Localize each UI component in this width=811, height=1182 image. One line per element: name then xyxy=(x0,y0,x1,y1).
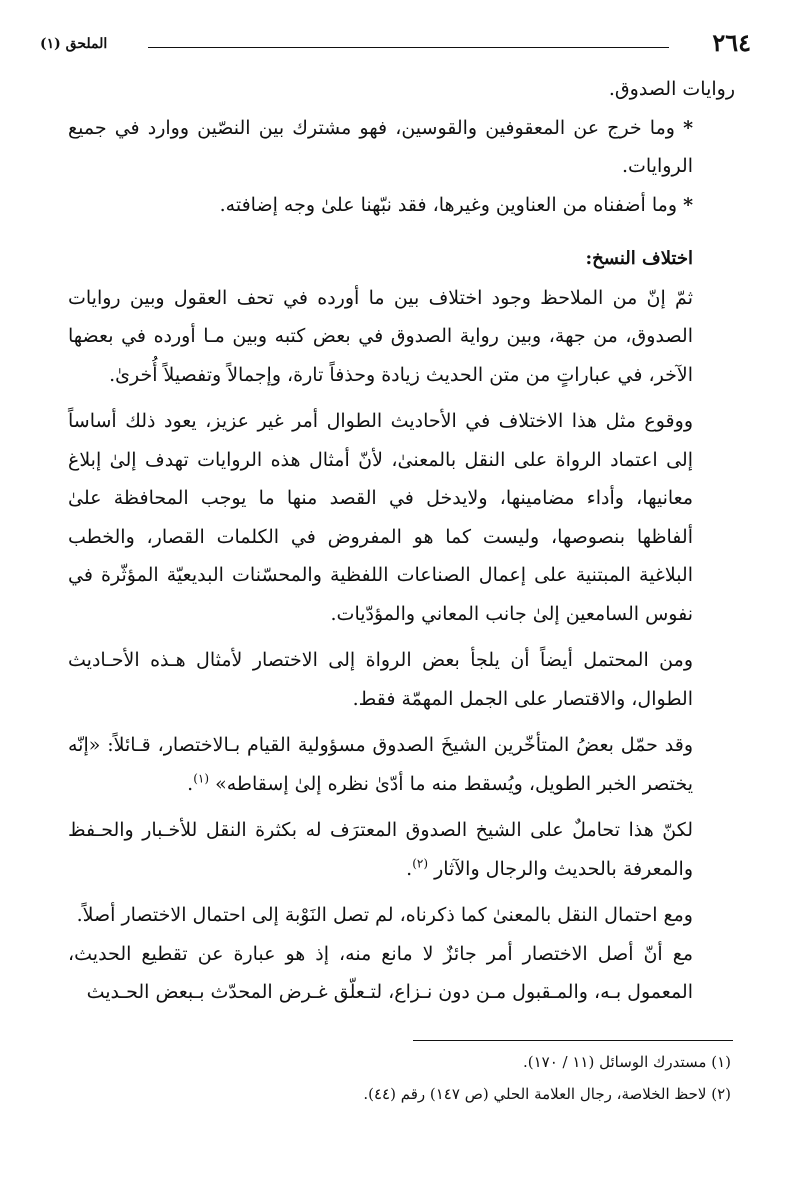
page-header xyxy=(40,28,751,68)
footnote-rule xyxy=(413,1040,733,1041)
page-body xyxy=(68,70,735,1012)
footnote-reference[interactable]: (٢) xyxy=(412,856,429,871)
bullet-text: وما خرج عن المعقوفين والقوسين، فهو مشترك بين النصّين ووارد في جميع الروايات. xyxy=(68,116,693,177)
paragraph-continuation: روايات الصدوق. xyxy=(608,78,735,100)
paragraph: ووقوع مثل هذا الاختلاف في الأحاديث الطوال أمر غير عزيز، يعود ذلك أساساً إلى اعتماد الرواة على النقل بالمعنىٰ، لأنّ أمثال هذه الروايات تهدف إلىٰ إبلاغ معانيها، وأداء مضامينها، ولايدخل في القصد منها ما يوجب المحافظة علىٰ ألفاظها بنصوصها، وليست كما هو المفروض في الكلمات القصار، والخطب البلاغية المبتنية على إعمال الصناعات اللفظية والمحسّنات البديعيّة المؤثّرة في نفوس السامعين إلىٰ جانب المعاني والمؤدّيات. xyxy=(68,410,693,625)
star-marker: * xyxy=(683,116,693,139)
paragraph: ومن المحتمل أيضاً أن يلجأ بعض الرواة إلى الاختصار لأمثال هـذه الأحـاديث الطوال، والاقتصار على الجمل المهمّة فقط. xyxy=(68,649,693,710)
paragraph: مع أنّ أصل الاختصار أمر جائزٌ لا مانع منه، إذ هو عبارة عن تقطيع الحديث، المعمول بـه، والمـقبول مـن دون نـزاع، لتـعلّق غـرض المحدّث بـبعض الحـديث xyxy=(68,942,693,1003)
header-rule xyxy=(148,47,669,48)
section-heading: اختلاف النسخ: xyxy=(585,248,693,269)
paragraph: ومع احتمال النقل بالمعنىٰ كما ذكرناه، لم تصل النَوْبة إلى احتمال الاختصار أصلاً. xyxy=(76,904,693,926)
footnote-reference[interactable]: (١) xyxy=(193,771,210,786)
footnotes xyxy=(70,1046,731,1110)
paragraph: ثمّ إنّ من الملاحظ وجود اختلاف بين ما أورده في تحف العقول وبين روايات الصدوق، من جهة، وبين رواية الصدوق في بعض كتبه وبين مـا أورده في بعضها الآخر، في عباراتٍ من متن الحديث زيادة وحذفاً تارة، وإجمالاً وتفصيلاً أُخرىٰ. xyxy=(68,286,693,386)
page-number: ٢٦٤ xyxy=(712,28,751,57)
running-title: الملحق (١) xyxy=(40,36,108,52)
paragraph-end: . xyxy=(187,772,194,795)
footnote-2: (٢) لاحظ الخلاصة، رجال العلامة الحلي (ص ١٤٧) رقم (٤٤). xyxy=(363,1085,731,1103)
paragraph-text: وقد حمّل بعضُ المتأخّرين الشيخَ الصدوق مسؤولية القيام بـالاختصار، قـائلاً: «إنّه يختصر الخبر الطويل، ويُسقط منه ما أدّىٰ نظره إلىٰ إسقاطه» xyxy=(68,734,693,795)
bullet-text: وما أضفناه من العناوين وغيرها، فقد نبّهنا علىٰ وجه إضافته. xyxy=(219,193,678,216)
bullet-paragraph xyxy=(68,109,735,186)
paragraph xyxy=(68,726,735,803)
paragraph-text: لكنّ هذا تحاملٌ على الشيخ الصدوق المعترَف له بكثرة النقل للأخـبار والحـفظ والمعرفة بالحديث والرجال والآثار xyxy=(68,819,693,880)
bullet-paragraph xyxy=(68,186,735,225)
footnote-1: (١) مستدرك الوسائل (١١ / ١٧٠). xyxy=(522,1053,731,1071)
star-marker: * xyxy=(683,193,693,216)
paragraph xyxy=(68,811,735,888)
paragraph-end: . xyxy=(406,857,413,880)
